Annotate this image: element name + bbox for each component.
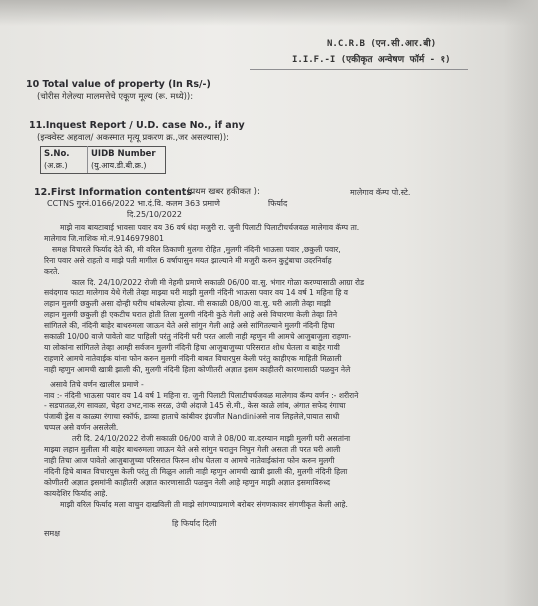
fir-line: करते. bbox=[44, 266, 60, 276]
case-line: CCTNS गुरनं.0166/2022 भा.दं.वि. कलम 363 प्रमाणे bbox=[47, 199, 220, 208]
fir-line: माझी वरिल फिर्याद मला वाचुन दाखविली ती माझे सांगण्याप्रमाणे बरोबर संगणकावर संगणीकृत केली आहे. bbox=[60, 499, 348, 509]
fir-line: नाही म्हणुन आमची खात्री झाली की, मुलगी नंदिनी हिला कोणीतरी अज्ञात इसम काहीतरी कारणासाठी पळवुन नेले bbox=[44, 364, 351, 374]
section12-title-mr: (प्रथम खबर हकीकत ): bbox=[187, 187, 260, 197]
fir-line: माझे नाव बायटाबाई भावसा पवार वय 36 वर्ष धंदा मजुरी रा. जुनी पिलाटी पिलाटीचर्चजवळ मालेगाव कॅम्प ता. bbox=[60, 223, 360, 232]
fir-line: चप्पल असे वर्णन असलेली. bbox=[44, 423, 119, 433]
section10-title: 10 Total value of property (In Rs/-) bbox=[26, 79, 211, 90]
fir-line: नाही तिचा आज पावेतो आजुबाजुच्या परिसरात फिरुन शोध घेतला व आमचे नातेवाईकांना फोन करुन मुलगी bbox=[44, 455, 335, 465]
sno-header-mr: (अ.क्र.) bbox=[44, 161, 68, 170]
fir-line: सकाळी 10/00 वाजे पावेतो वाट पाहिली परंतु नंदिनी घरी परत आली नाही म्हणुन मी आमचे आजुबाजुला राहणा- bbox=[44, 332, 352, 341]
fir-line: तरी दि. 24/10/2022 रोजी सकाळी 06/00 वाजे ते 08/00 वा.दरम्यान माझी मुलगी घरी असतांना bbox=[72, 434, 351, 444]
fir-line: - सडपातळ,रंग सावळा, चेहरा उभट,नाक सरळ, उंची अंदाजे 145 से.मी., केस काळे लांब, अंगात सफेद रंगाचा bbox=[44, 401, 346, 411]
fir-line: लहान मुलगी छकुली असा दोन्ही घरीच थांबलेल्या होत्या. मी सकाळी 08/00 वा.सु. घरी आली तेव्हा माझी bbox=[44, 299, 331, 309]
fir-line: सवंदगाव फाटा मालेगाव येथे गेली तेव्हा माझ्या घरी माझी मुलगी नंदिनी भाऊसा पवार वय 14 वर्ष 1 महिना हि व bbox=[44, 288, 349, 298]
case-date: दि.25/10/2022 bbox=[127, 210, 182, 219]
page-shadow-top bbox=[0, 0, 538, 26]
uidb-header: UIDB Number bbox=[91, 149, 156, 159]
section10-subtitle: (चोरीस गेलेल्या मालमत्तेचे एकूण मूल्य (रू. मध्ये)): bbox=[37, 92, 194, 102]
footer-samaksh: समक्ष bbox=[44, 529, 60, 538]
fir-line: नंदिनी हिचे बाबत विचारपुस केली परंतु ती मिळुन आली नाही म्हणुन आमची खात्री झाली की, मुलगी नंदिनी हिला bbox=[44, 466, 348, 476]
fir-line: माझ्या लहान मुलीला मी बाहेर बाथरुमला जाऊन येते असे सांगुन घरातुन निघुन गेली असता ती परत घरी आली bbox=[44, 445, 341, 454]
fir-line: कोणीतरी अज्ञात इसमांनी काहीतरी अज्ञात कारणासाठी पळवुन नेली आहे म्हणुन माझी अज्ञात इसमाविरुध्द bbox=[44, 477, 330, 487]
sno-header: S.No. bbox=[44, 149, 70, 159]
fir-line: या लोकांना सांगितले तेव्हा आम्ही सर्वजन मुलगी नंदिनी हिचा आजुबाजुच्या परिसरात शोध घेतला व बाहेर गावी bbox=[44, 342, 340, 352]
header-rule bbox=[250, 69, 468, 70]
ncrb-header: N.C.R.B (एन.सी.आर.बी) bbox=[327, 39, 437, 49]
fir-line: राहणारे आमचे नातेवाईक यांना फोन करुन मुलगी नंदिनी बाबत विचारपुस केली परंतु काहीएक माहिती मिळाली bbox=[44, 353, 342, 363]
section11-title: 11.Inquest Report / U.D. case No., if any bbox=[29, 120, 245, 131]
fir-line: सांगितले की, नंदिनी बाहेर बाथरुमला जाऊन येते असे सांगुन गेली आहे असे सांगितल्याने मुलगी नंदिनी हिचा bbox=[44, 321, 335, 331]
uidb-table-divider bbox=[87, 146, 88, 173]
case-line-tail: फिर्याद bbox=[268, 199, 288, 208]
station-note: मालेगाव कॅम्प पो.स्टे. bbox=[350, 188, 411, 197]
section11-subtitle: (इन्क्वेस्ट अहवाल/ अकस्मात मृत्यू प्रकरण क्र.,जर असल्यास)): bbox=[37, 133, 230, 143]
fir-line: रिना पवार असे राहतो व माझे पती मागील 6 वर्षापासुन मयत झाल्याने मी मजुरी करुन कुटुंबाचा उदरनिर्वाह bbox=[44, 255, 332, 265]
fir-line: लहान मुलगी छकुली ही एकटीच घरात होती तिला मुलगी नंदिनी कुठे गेली आहे असे विचारणा केली तेव्हा तिने bbox=[44, 310, 338, 320]
fir-line: पंजाबी ड्रेस व काळ्या रंगाचा स्कॉर्फ, डाव्या हाताचे कांबीवर इंग्रजीत Nandiniअसे नाव लिहलेले,पायात साधी bbox=[44, 412, 340, 422]
fir-line: समक्ष विचारले फिर्याद देते की, मी वरिल ठिकाणी मुलगा रोहित ,मुलगी नंदिनी भाऊसा पवार ,छकुली पवार, bbox=[52, 244, 341, 254]
uidb-header-mr: (यु.आय.डी.बी.क्र.) bbox=[91, 161, 147, 170]
fir-line: नाव :- नंदिनी भाऊसा पवार वय 14 वर्ष 1 महिना रा. जुनी पिलाटी पिलाटीचर्चजवळ मालेगाव कॅम्प वर्णन :- शरीराने bbox=[44, 390, 359, 400]
page-shadow-right bbox=[504, 0, 538, 606]
fir-line: काल दि. 24/10/2022 रोजी मी नेहमी प्रमाणे सकाळी 06/00 वा.सु. भंगार गोळा करण्यासाठी आग्रा रोड bbox=[72, 277, 365, 287]
fir-line: मालेगाव जि.नाशिक मो.नं.9146979801 bbox=[44, 233, 164, 243]
iif-header: I.I.F.-I (एकीकृत अन्वेषण फॉर्म - १) bbox=[292, 55, 451, 65]
footer-signature-note: हि फिर्याद दिली bbox=[172, 519, 217, 528]
fir-line: असावे तिचे वर्णन खालील प्रमाणे - bbox=[50, 379, 144, 389]
section12-title: 12.First Information contents bbox=[34, 187, 192, 198]
fir-line: कायदेशिर फिर्याद आहे. bbox=[44, 488, 108, 498]
